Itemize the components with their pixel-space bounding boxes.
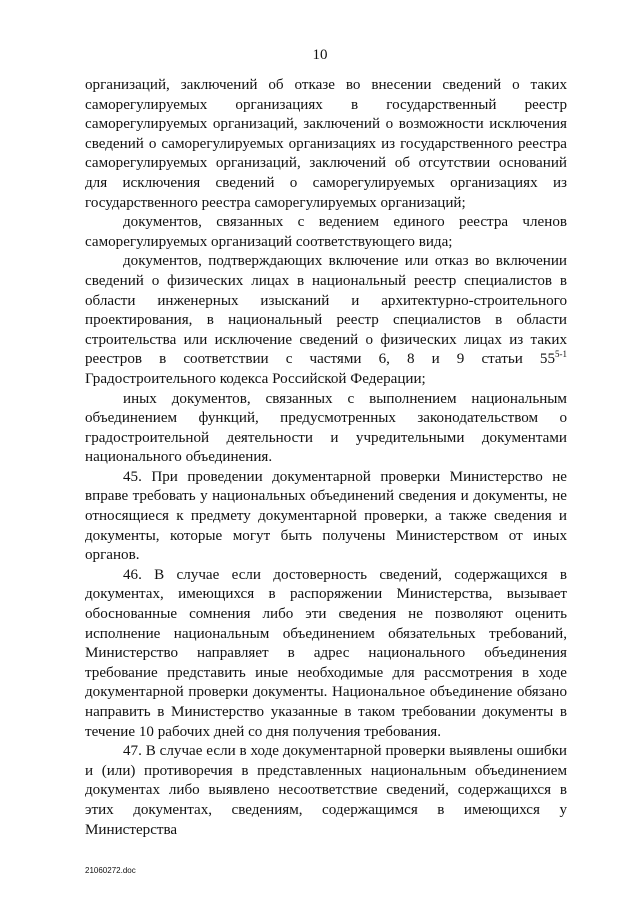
article-superscript: 5-1 bbox=[555, 349, 567, 360]
clause-46: 46. В случае если достоверность сведений, содержащихся в документах, имеющихся в распоряжении Министерства, вызывает обоснованные сомнения либо эти сведения не позволяют оценить исполнение национальным объединением обязательных требований, Министерство направляет в адрес национального объединения требование представить иные необходимые для рассмотрения в ходе документарной проверки документы. Национальное объединение обязано направить в Министерство указанные в таком требовании документы в течение 10 рабочих дней со дня получения требования. bbox=[85, 566, 567, 740]
clause-45: 45. При проведении документарной проверки Министерство не вправе требовать у национальных объединений сведения и документы, не относящиеся к предмету документарной проверки, а также сведения и документы, которые могут быть получены Министерством от иных органов. bbox=[85, 468, 567, 564]
paragraph-other-documents: иных документов, связанных с выполнением национальным объединением функций, предусмотренных законодательством о градостроительной деятельности и учредительными документами национального объединения. bbox=[85, 390, 567, 466]
paragraph-specialists-text: документов, подтверждающих включение или отказ во включении сведений о физических лицах в национальный реестр специалистов в области инженерных изысканий и архитектурно-строительного проектирования, в национальный реестр специалистов в области строительства или исключение сведений о физических лицах из таких реестров в соответствии с частями 6, 8 и 9 статьи 55 bbox=[85, 253, 567, 368]
page-number: 10 bbox=[312, 47, 328, 63]
paragraph-registry-documents: документов, связанных с ведением единого реестра членов саморегулируемых организаций соответствующего вида; bbox=[85, 214, 567, 250]
paragraph-specialists-tail: Градостроительного кодекса Российской Федерации; bbox=[85, 370, 426, 387]
document-body bbox=[85, 76, 567, 840]
clause-47: 47. В случае если в ходе документарной проверки выявлены ошибки и (или) противоречия в представленных национальным объединением документах либо выявлено несоответствие сведений, содержащихся в этих документах, сведениям, содержащимся в имеющихся у Министерства bbox=[85, 743, 567, 838]
paragraph-specialists-registry bbox=[85, 252, 567, 389]
footer-file-code: 21060272.doc bbox=[85, 866, 136, 875]
paragraph-continuation: организаций, заключений об отказе во внесении сведений о таких саморегулируемых организациях в государственный реестр саморегулируемых организаций, заключений о возможности исключения сведений о саморегулируемых организациях из государственного реестра саморегулируемых организаций, заключений об отсутствии оснований для исключения сведений о саморегулируемых организациях из государственного реестра саморегулируемых организаций; bbox=[85, 77, 567, 211]
